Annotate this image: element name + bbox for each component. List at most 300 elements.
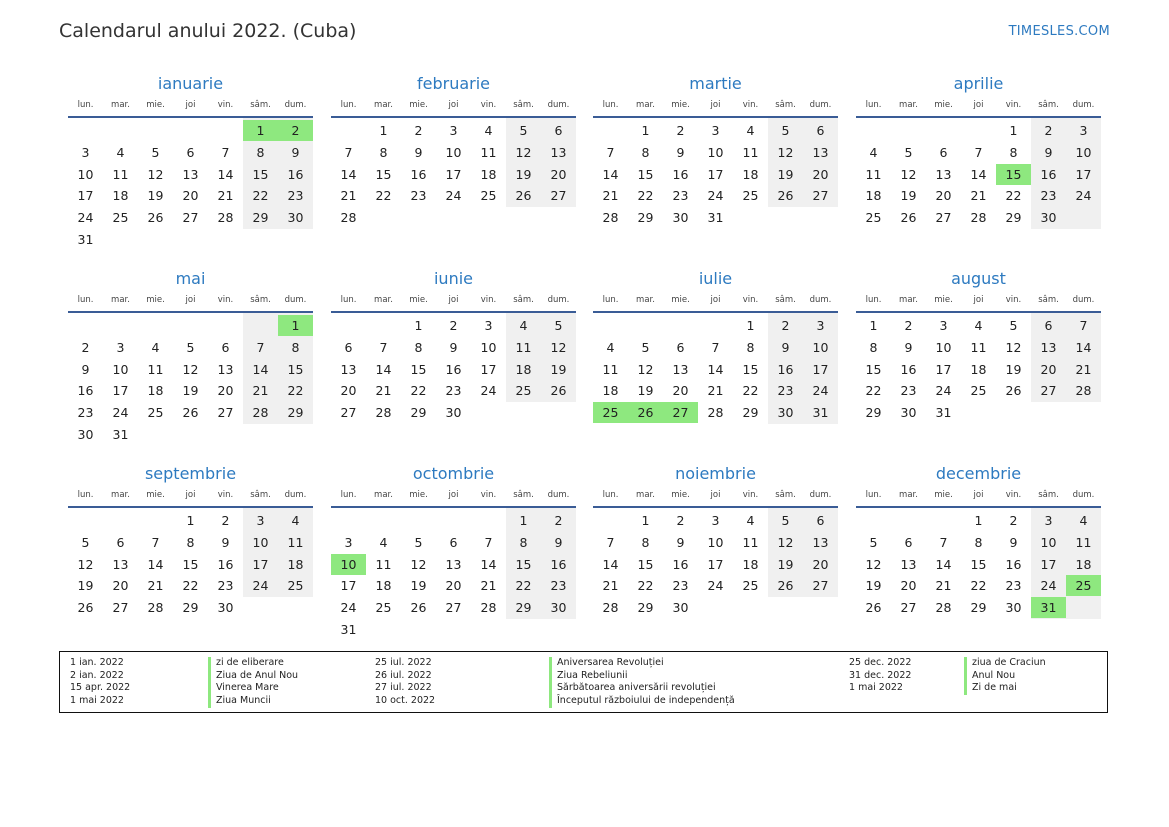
legend-date: 1 ian. 2022 xyxy=(70,657,124,668)
day-cell: 23 xyxy=(672,188,689,204)
day-cell: 21 xyxy=(602,188,619,204)
day-cell: 24 xyxy=(812,383,829,399)
day-cell: 18 xyxy=(287,556,304,572)
month-name: iulie xyxy=(698,269,733,288)
weekday-header: joi xyxy=(973,490,984,500)
day-cell: 26 xyxy=(410,600,427,616)
day-cell: 4 xyxy=(519,318,528,333)
weekday-header: joi xyxy=(710,490,721,500)
day-cell: 1 xyxy=(746,318,755,333)
day-cell: 6 xyxy=(186,144,195,160)
day-cell: 4 xyxy=(291,513,300,528)
weekday-header: vin. xyxy=(742,490,759,500)
weekday-header: dum. xyxy=(809,490,832,500)
day-cell: 2 xyxy=(1009,513,1018,528)
day-cell: 3 xyxy=(344,534,353,550)
day-cell: 27 xyxy=(935,210,952,226)
day-cell: 15 xyxy=(252,166,269,182)
day-cell: 20 xyxy=(217,383,234,399)
legend-holiday-name: Zi de mai xyxy=(964,682,1017,695)
day-cell: 11 xyxy=(602,361,619,377)
day-cell: 31 xyxy=(340,622,357,637)
day-cell: 1 xyxy=(641,123,650,138)
day-cell: 21 xyxy=(970,188,987,204)
day-cell: 3 xyxy=(939,318,948,333)
day-cell: 8 xyxy=(414,339,423,355)
day-cell: 29 xyxy=(970,600,987,616)
month-name: noiembrie xyxy=(675,464,756,483)
day-cell: 18 xyxy=(742,556,759,572)
month-martie xyxy=(593,74,838,259)
weekday-header: mar. xyxy=(374,490,393,500)
day-cell: 26 xyxy=(777,578,794,594)
day-cell: 8 xyxy=(379,144,388,160)
day-cell: 2 xyxy=(676,123,685,138)
weekday-header: mar. xyxy=(899,295,918,305)
weekday-header: sâm. xyxy=(513,100,534,110)
day-cell: 17 xyxy=(112,383,129,399)
day-cell: 7 xyxy=(1079,318,1088,333)
day-cell: 16 xyxy=(672,166,689,182)
day-cell: 15 xyxy=(182,556,199,572)
day-cell: 28 xyxy=(375,405,392,421)
day-cell: 10 xyxy=(480,339,497,355)
day-cell: 1 xyxy=(379,123,388,138)
day-cell: 8 xyxy=(641,534,650,550)
day-cell: 24 xyxy=(480,383,497,399)
day-cell: 21 xyxy=(340,188,357,204)
day-cell: 15 xyxy=(410,361,427,377)
day-cell: 16 xyxy=(777,361,794,377)
weekday-header: lun. xyxy=(865,490,882,500)
weekday-header: joi xyxy=(448,295,459,305)
weekday-header: sâm. xyxy=(775,490,796,500)
day-cell: 1 xyxy=(519,513,528,528)
month-name: august xyxy=(951,269,1006,288)
day-cell: 29 xyxy=(742,405,759,421)
day-cell: 28 xyxy=(340,210,357,226)
legend-holiday-name: Începutul războiului de independență xyxy=(549,695,735,708)
day-cell: 15 xyxy=(515,556,532,572)
day-cell: 31 xyxy=(112,427,129,442)
day-cell: 22 xyxy=(637,578,654,594)
legend-date: 10 oct. 2022 xyxy=(375,695,436,707)
day-cell: 29 xyxy=(515,600,532,616)
legend-holiday-name: Sărbătoarea aniversării revoluției xyxy=(549,682,716,695)
day-cell: 16 xyxy=(1040,166,1057,182)
holiday-day: 2 xyxy=(278,120,313,141)
day-cell: 11 xyxy=(865,166,882,182)
day-cell: 5 xyxy=(641,339,650,355)
day-cell: 21 xyxy=(252,383,269,399)
weekday-header: lun. xyxy=(602,490,619,500)
weekday-header: lun. xyxy=(340,100,357,110)
legend-holiday-name: zi de eliberare xyxy=(208,657,284,670)
month-name: ianuarie xyxy=(157,74,224,93)
weekday-header: sâm. xyxy=(513,490,534,500)
day-cell: 22 xyxy=(742,383,759,399)
weekday-header: mar. xyxy=(899,100,918,110)
holiday-day: 27 xyxy=(663,402,698,423)
day-cell: 11 xyxy=(742,144,759,160)
weekday-header: vin. xyxy=(742,100,759,110)
day-cell: 9 xyxy=(449,339,458,355)
day-cell: 29 xyxy=(182,600,199,616)
day-cell: 25 xyxy=(742,188,759,204)
day-cell: 30 xyxy=(287,210,304,226)
day-cell: 28 xyxy=(935,600,952,616)
day-cell: 20 xyxy=(182,188,199,204)
day-cell: 10 xyxy=(707,144,724,160)
day-cell: 30 xyxy=(77,427,94,442)
day-cell: 11 xyxy=(742,534,759,550)
day-cell: 13 xyxy=(935,166,952,182)
day-cell: 27 xyxy=(445,600,462,616)
weekday-header: sâm. xyxy=(775,100,796,110)
day-cell: 15 xyxy=(865,361,882,377)
weekday-header: mie. xyxy=(409,100,428,110)
day-cell: 10 xyxy=(1040,534,1057,550)
day-cell: 10 xyxy=(445,144,462,160)
day-cell: 18 xyxy=(602,383,619,399)
site-link[interactable]: TIMESLES.COM xyxy=(1008,24,1110,39)
day-cell: 8 xyxy=(974,534,983,550)
weekday-header: lun. xyxy=(77,490,94,500)
day-cell: 7 xyxy=(379,339,388,355)
day-cell: 4 xyxy=(379,534,388,550)
day-cell: 21 xyxy=(1075,361,1092,377)
day-cell: 9 xyxy=(81,361,90,377)
day-cell: 17 xyxy=(707,556,724,572)
weekday-header: sâm. xyxy=(1038,100,1059,110)
day-cell: 16 xyxy=(550,556,567,572)
weekday-header: lun. xyxy=(865,295,882,305)
weekday-header: dum. xyxy=(1072,295,1095,305)
weekday-header: mar. xyxy=(636,490,655,500)
day-cell: 9 xyxy=(1044,144,1053,160)
day-cell: 22 xyxy=(1005,188,1022,204)
weekday-header: joi xyxy=(973,295,984,305)
day-cell: 16 xyxy=(445,361,462,377)
weekday-header: vin. xyxy=(1005,100,1022,110)
day-cell: 14 xyxy=(602,166,619,182)
day-cell: 13 xyxy=(550,144,567,160)
day-cell: 23 xyxy=(410,188,427,204)
weekday-header: joi xyxy=(448,100,459,110)
month-name: iunie xyxy=(433,269,473,288)
day-cell: 2 xyxy=(449,318,458,333)
day-cell: 17 xyxy=(1040,556,1057,572)
day-cell: 11 xyxy=(515,339,532,355)
day-cell: 18 xyxy=(515,361,532,377)
day-cell: 1 xyxy=(641,513,650,528)
day-cell: 5 xyxy=(904,144,913,160)
legend-date: 1 mai 2022 xyxy=(849,682,903,694)
day-cell: 29 xyxy=(1005,210,1022,226)
month-ianuarie xyxy=(68,74,313,259)
day-cell: 4 xyxy=(746,123,755,138)
legend-date: 25 iul. 2022 xyxy=(375,657,432,668)
weekday-header: sâm. xyxy=(1038,490,1059,500)
legend-date: 25 dec. 2022 xyxy=(849,657,912,668)
day-cell: 6 xyxy=(449,534,458,550)
month-iunie xyxy=(331,269,576,454)
day-cell: 20 xyxy=(672,383,689,399)
day-cell: 25 xyxy=(147,405,164,421)
day-cell: 12 xyxy=(410,556,427,572)
day-cell: 20 xyxy=(1040,361,1057,377)
day-cell: 6 xyxy=(554,123,563,138)
day-cell: 15 xyxy=(637,166,654,182)
day-cell: 24 xyxy=(77,210,94,226)
day-cell: 17 xyxy=(252,556,269,572)
month-iulie xyxy=(593,269,838,454)
weekday-header: joi xyxy=(185,295,196,305)
day-cell: 29 xyxy=(252,210,269,226)
day-cell: 22 xyxy=(375,188,392,204)
month-noiembrie xyxy=(593,464,838,649)
month-aprilie xyxy=(856,74,1101,259)
day-cell: 24 xyxy=(340,600,357,616)
day-cell: 29 xyxy=(287,405,304,421)
legend-holiday-name: Aniversarea Revoluției xyxy=(549,657,664,670)
day-cell: 21 xyxy=(480,578,497,594)
day-cell: 29 xyxy=(637,210,654,226)
day-cell: 23 xyxy=(1040,188,1057,204)
day-cell: 25 xyxy=(480,188,497,204)
day-cell: 2 xyxy=(221,513,230,528)
day-cell: 19 xyxy=(1005,361,1022,377)
day-cell: 2 xyxy=(676,513,685,528)
day-cell: 6 xyxy=(344,339,353,355)
weekday-header: joi xyxy=(185,490,196,500)
day-cell: 25 xyxy=(865,210,882,226)
weekday-header: dum. xyxy=(284,490,307,500)
day-cell: 26 xyxy=(147,210,164,226)
weekday-header: joi xyxy=(448,490,459,500)
day-cell: 10 xyxy=(935,339,952,355)
weekday-header: mie. xyxy=(934,490,953,500)
day-cell: 27 xyxy=(217,405,234,421)
day-cell: 9 xyxy=(1009,534,1018,550)
weekday-header: vin. xyxy=(742,295,759,305)
day-cell: 2 xyxy=(554,513,563,528)
month-august xyxy=(856,269,1101,454)
month-decembrie xyxy=(856,464,1101,649)
day-cell: 15 xyxy=(970,556,987,572)
legend-holiday-name: Ziua Muncii xyxy=(208,695,271,708)
day-cell: 1 xyxy=(974,513,983,528)
day-cell: 21 xyxy=(375,383,392,399)
day-cell: 20 xyxy=(900,578,917,594)
legend-holiday-name: Vinerea Mare xyxy=(208,682,279,695)
day-cell: 30 xyxy=(217,600,234,616)
weekday-header: dum. xyxy=(284,295,307,305)
day-cell: 11 xyxy=(970,339,987,355)
day-cell: 25 xyxy=(375,600,392,616)
month-name: mai xyxy=(175,269,206,288)
day-cell: 9 xyxy=(554,534,563,550)
day-cell: 25 xyxy=(970,383,987,399)
holiday-day: 10 xyxy=(331,554,366,575)
day-cell: 3 xyxy=(116,339,125,355)
weekday-header: sâm. xyxy=(775,295,796,305)
weekday-header: dum. xyxy=(809,295,832,305)
holiday-day: 15 xyxy=(996,164,1031,185)
day-cell: 10 xyxy=(812,339,829,355)
day-cell: 5 xyxy=(414,534,423,550)
weekday-header: dum. xyxy=(547,295,570,305)
legend-holiday-name: Ziua de Anul Nou xyxy=(208,670,298,683)
weekday-header: joi xyxy=(185,100,196,110)
day-cell: 28 xyxy=(147,600,164,616)
weekday-header: mie. xyxy=(671,490,690,500)
weekday-header: vin. xyxy=(480,295,497,305)
day-cell: 14 xyxy=(252,361,269,377)
day-cell: 7 xyxy=(606,534,615,550)
day-cell: 13 xyxy=(217,361,234,377)
day-cell: 22 xyxy=(865,383,882,399)
day-cell: 23 xyxy=(900,383,917,399)
day-cell: 24 xyxy=(707,188,724,204)
day-cell: 9 xyxy=(904,339,913,355)
day-cell: 8 xyxy=(641,144,650,160)
day-cell: 13 xyxy=(812,144,829,160)
day-cell: 2 xyxy=(81,339,90,355)
weekday-header: sâm. xyxy=(513,295,534,305)
day-cell: 3 xyxy=(256,513,265,528)
weekday-header: lun. xyxy=(77,295,94,305)
day-cell: 16 xyxy=(1005,556,1022,572)
day-cell: 5 xyxy=(869,534,878,550)
day-cell: 17 xyxy=(340,578,357,594)
day-cell: 19 xyxy=(182,383,199,399)
day-cell: 5 xyxy=(519,123,528,138)
day-cell: 30 xyxy=(672,210,689,226)
day-cell: 15 xyxy=(742,361,759,377)
day-cell: 16 xyxy=(217,556,234,572)
day-cell: 6 xyxy=(1044,318,1053,333)
day-cell: 2 xyxy=(904,318,913,333)
day-cell: 5 xyxy=(781,513,790,528)
day-cell: 23 xyxy=(287,188,304,204)
day-cell: 30 xyxy=(445,405,462,421)
day-cell: 12 xyxy=(900,166,917,182)
legend-date: 15 apr. 2022 xyxy=(70,682,131,694)
day-cell: 27 xyxy=(1040,383,1057,399)
weekday-header: mie. xyxy=(934,295,953,305)
day-cell: 10 xyxy=(707,534,724,550)
weekday-header: dum. xyxy=(1072,490,1095,500)
day-cell: 3 xyxy=(449,123,458,138)
weekday-header: vin. xyxy=(480,490,497,500)
day-cell: 7 xyxy=(256,339,265,355)
day-cell: 23 xyxy=(445,383,462,399)
day-cell: 24 xyxy=(112,405,129,421)
weekday-header: vin. xyxy=(1005,295,1022,305)
day-cell: 11 xyxy=(375,556,392,572)
day-cell: 17 xyxy=(707,166,724,182)
weekday-header: lun. xyxy=(602,100,619,110)
day-cell: 28 xyxy=(602,210,619,226)
weekday-header: sâm. xyxy=(250,295,271,305)
weekday-header: mar. xyxy=(636,100,655,110)
day-cell: 22 xyxy=(970,578,987,594)
weekday-header: sâm. xyxy=(250,100,271,110)
day-cell: 25 xyxy=(112,210,129,226)
day-cell: 8 xyxy=(869,339,878,355)
day-cell: 8 xyxy=(291,339,300,355)
day-cell: 3 xyxy=(816,318,825,333)
day-cell: 4 xyxy=(484,123,493,138)
day-cell: 3 xyxy=(81,144,90,160)
weekday-header: dum. xyxy=(547,490,570,500)
day-cell: 19 xyxy=(900,188,917,204)
weekday-header: mie. xyxy=(409,295,428,305)
weekday-header: mar. xyxy=(374,100,393,110)
day-cell: 14 xyxy=(375,361,392,377)
day-cell: 17 xyxy=(77,188,94,204)
day-cell: 14 xyxy=(602,556,619,572)
day-cell: 23 xyxy=(77,405,94,421)
weekday-header: sâm. xyxy=(250,490,271,500)
holiday-day: 25 xyxy=(1066,575,1101,596)
day-cell: 19 xyxy=(515,166,532,182)
day-cell: 3 xyxy=(484,318,493,333)
day-cell: 8 xyxy=(1009,144,1018,160)
day-cell: 7 xyxy=(151,534,160,550)
day-cell: 17 xyxy=(935,361,952,377)
day-cell: 22 xyxy=(410,383,427,399)
day-cell: 20 xyxy=(812,556,829,572)
day-cell: 6 xyxy=(676,339,685,355)
day-cell: 16 xyxy=(287,166,304,182)
day-cell: 12 xyxy=(77,556,94,572)
day-cell: 14 xyxy=(480,556,497,572)
day-cell: 14 xyxy=(1075,339,1092,355)
day-cell: 15 xyxy=(637,556,654,572)
weekday-header: mar. xyxy=(374,295,393,305)
day-cell: 26 xyxy=(777,188,794,204)
day-cell: 11 xyxy=(147,361,164,377)
day-cell: 13 xyxy=(112,556,129,572)
weekday-header: lun. xyxy=(602,295,619,305)
weekday-header: dum. xyxy=(284,100,307,110)
day-cell: 9 xyxy=(221,534,230,550)
day-cell: 19 xyxy=(637,383,654,399)
day-cell: 7 xyxy=(344,144,353,160)
legend-date: 27 iul. 2022 xyxy=(375,682,432,694)
day-cell: 16 xyxy=(900,361,917,377)
day-cell: 21 xyxy=(217,188,234,204)
day-cell: 28 xyxy=(480,600,497,616)
day-cell: 13 xyxy=(672,361,689,377)
day-cell: 18 xyxy=(1075,556,1092,572)
day-cell: 3 xyxy=(1079,123,1088,138)
day-cell: 6 xyxy=(116,534,125,550)
legend-holiday-name: Ziua Rebeliunii xyxy=(549,670,628,683)
day-cell: 28 xyxy=(1075,383,1092,399)
day-cell: 19 xyxy=(777,166,794,182)
day-cell: 16 xyxy=(77,383,94,399)
weekday-header: sâm. xyxy=(1038,295,1059,305)
weekday-header: dum. xyxy=(809,100,832,110)
day-cell: 8 xyxy=(519,534,528,550)
day-cell: 12 xyxy=(777,144,794,160)
day-cell: 1 xyxy=(1009,123,1018,138)
day-cell: 27 xyxy=(340,405,357,421)
month-mai xyxy=(68,269,313,454)
